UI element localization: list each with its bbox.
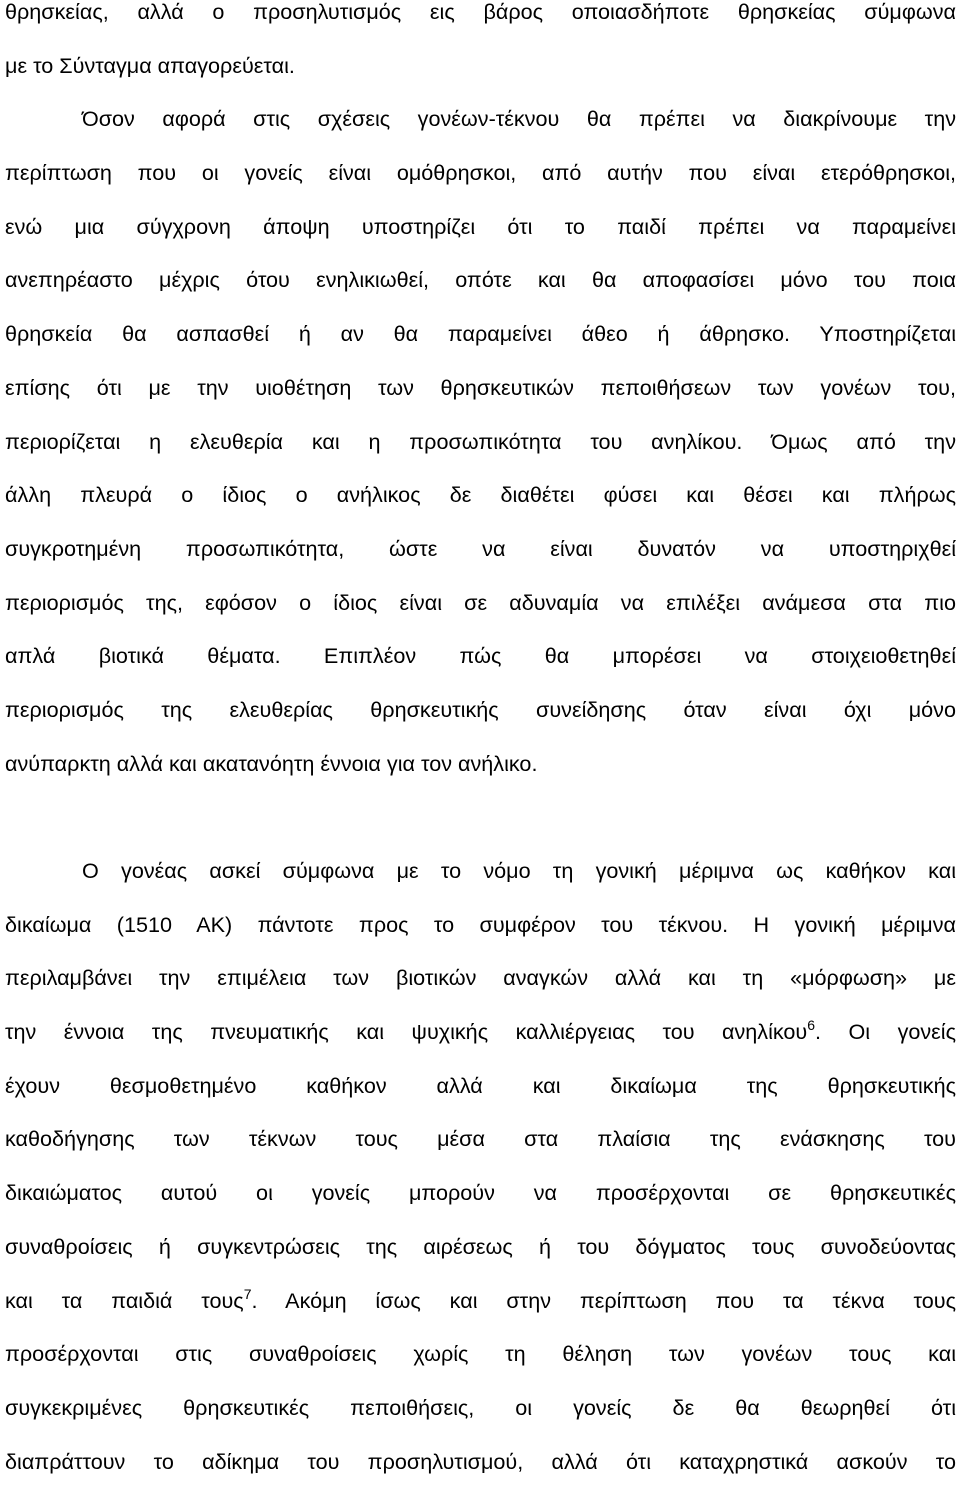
footnote-marker: 6 — [807, 1017, 816, 1034]
text-line: άλλη πλευρά ο ίδιος ο ανήλικος δε διαθέτει φύσει και θέσει και πλήρως — [5, 482, 956, 508]
footnote-marker: 7 — [243, 1285, 252, 1302]
paragraph-2 — [5, 92, 956, 790]
text-line: περιλαμβάνει την επιμέλεια των βιοτικών αναγκών αλλά και τη «μόρφωση» με — [5, 965, 956, 991]
text-line: απλά βιοτικά θέματα. Επιπλέον πώς θα μπορέσει να στοιχειοθετηθεί — [5, 643, 956, 669]
text-line: επίσης ότι με την υιοθέτηση των θρησκευτικών πεποιθήσεων των γονέων του, — [5, 374, 956, 400]
text-line: Όσον αφορά στις σχέσεις γονέων-τέκνου θα πρέπει να διακρίνουμε την — [82, 106, 956, 132]
text-line: καθοδήγησης των τέκνων τους μέσα στα πλαίσια της ενάσκησης του — [5, 1126, 956, 1152]
paragraph-1 — [5, 0, 956, 92]
paragraph-gap — [5, 790, 956, 844]
text-line: συναθροίσεις ή συγκεντρώσεις της αιρέσεως ή του δόγματος τους συνοδεύοντας — [5, 1233, 956, 1259]
text-line: προσέρχονται στις συναθροίσεις χωρίς τη θέληση των γονέων τους και — [5, 1341, 956, 1367]
text-line: ενώ μια σύγχρονη άποψη υποστηρίζει ότι το παιδί πρέπει να παραμείνει — [5, 213, 956, 239]
text-line: έχουν θεσμοθετημένο καθήκον αλλά και δικαίωμα της θρησκευτικής — [5, 1072, 956, 1098]
text-line: ανεπηρέαστο μέχρις ότου ενηλικιωθεί, οπότε και θα αποφασίσει μόνο του ποια — [5, 267, 956, 293]
text-line: δικαιώματος αυτού οι γονείς μπορούν να προσέρχονται σε θρησκευτικές — [5, 1180, 956, 1206]
text-line: ανύπαρκτη αλλά και ακατανόητη έννοια για τον ανήλικο. — [5, 750, 538, 776]
paragraph-3 — [5, 844, 956, 1488]
text-line: διαπράττουν το αδίκημα του προσηλυτισμού, αλλά ότι καταχρηστικά ασκούν το — [5, 1448, 956, 1474]
text-line: περιορισμός της ελευθερίας θρησκευτικής συνείδησης όταν είναι όχι μόνο — [5, 696, 956, 722]
text-segment: . Ακόμη ίσως και στην περίπτωση που τα τέκνα τους — [251, 1287, 956, 1313]
text-line: με το Σύνταγμα απαγορεύεται. — [5, 52, 295, 78]
text-line: περιορίζεται η ελευθερία και η προσωπικότητα του ανηλίκου. Όμως από την — [5, 428, 956, 454]
document-page — [5, 0, 956, 1488]
text-line — [5, 1005, 956, 1059]
text-segment: και τα παιδιά τους — [5, 1287, 244, 1313]
text-line: θρησκεία θα ασπασθεί ή αν θα παραμείνει άθεο ή άθρησκο. Υποστηρίζεται — [5, 321, 956, 347]
text-line: συγκροτημένη προσωπικότητα, ώστε να είναι δυνατόν να υποστηριχθεί — [5, 535, 956, 561]
text-line: Ο γονέας ασκεί σύμφωνα με το νόμο τη γονική μέριμνα ως καθήκον και — [82, 858, 956, 883]
text-line: περιορισμός της, εφόσον ο ίδιος είναι σε αδυναμία να επιλέξει ανάμεσα στα πιο — [5, 589, 956, 615]
text-line: θρησκείας, αλλά ο προσηλυτισμός εις βάρος οποιασδήποτε θρησκείας σύμφωνα — [5, 0, 956, 24]
text-segment: . Οι γονείς — [815, 1019, 956, 1045]
text-line — [5, 1274, 956, 1328]
text-line: περίπτωση που οι γονείς είναι ομόθρησκοι, από αυτήν που είναι ετερόθρησκοι, — [5, 160, 956, 186]
text-line: δικαίωμα (1510 ΑΚ) πάντοτε προς το συμφέρον του τέκνου. Η γονική μέριμνα — [5, 911, 956, 937]
text-line: συγκεκριμένες θρησκευτικές πεποιθήσεις, οι γονείς δε θα θεωρηθεί ότι — [5, 1394, 956, 1420]
text-segment: την έννοια της πνευματικής και ψυχικής καλλιέργειας του ανηλίκου — [5, 1019, 808, 1045]
